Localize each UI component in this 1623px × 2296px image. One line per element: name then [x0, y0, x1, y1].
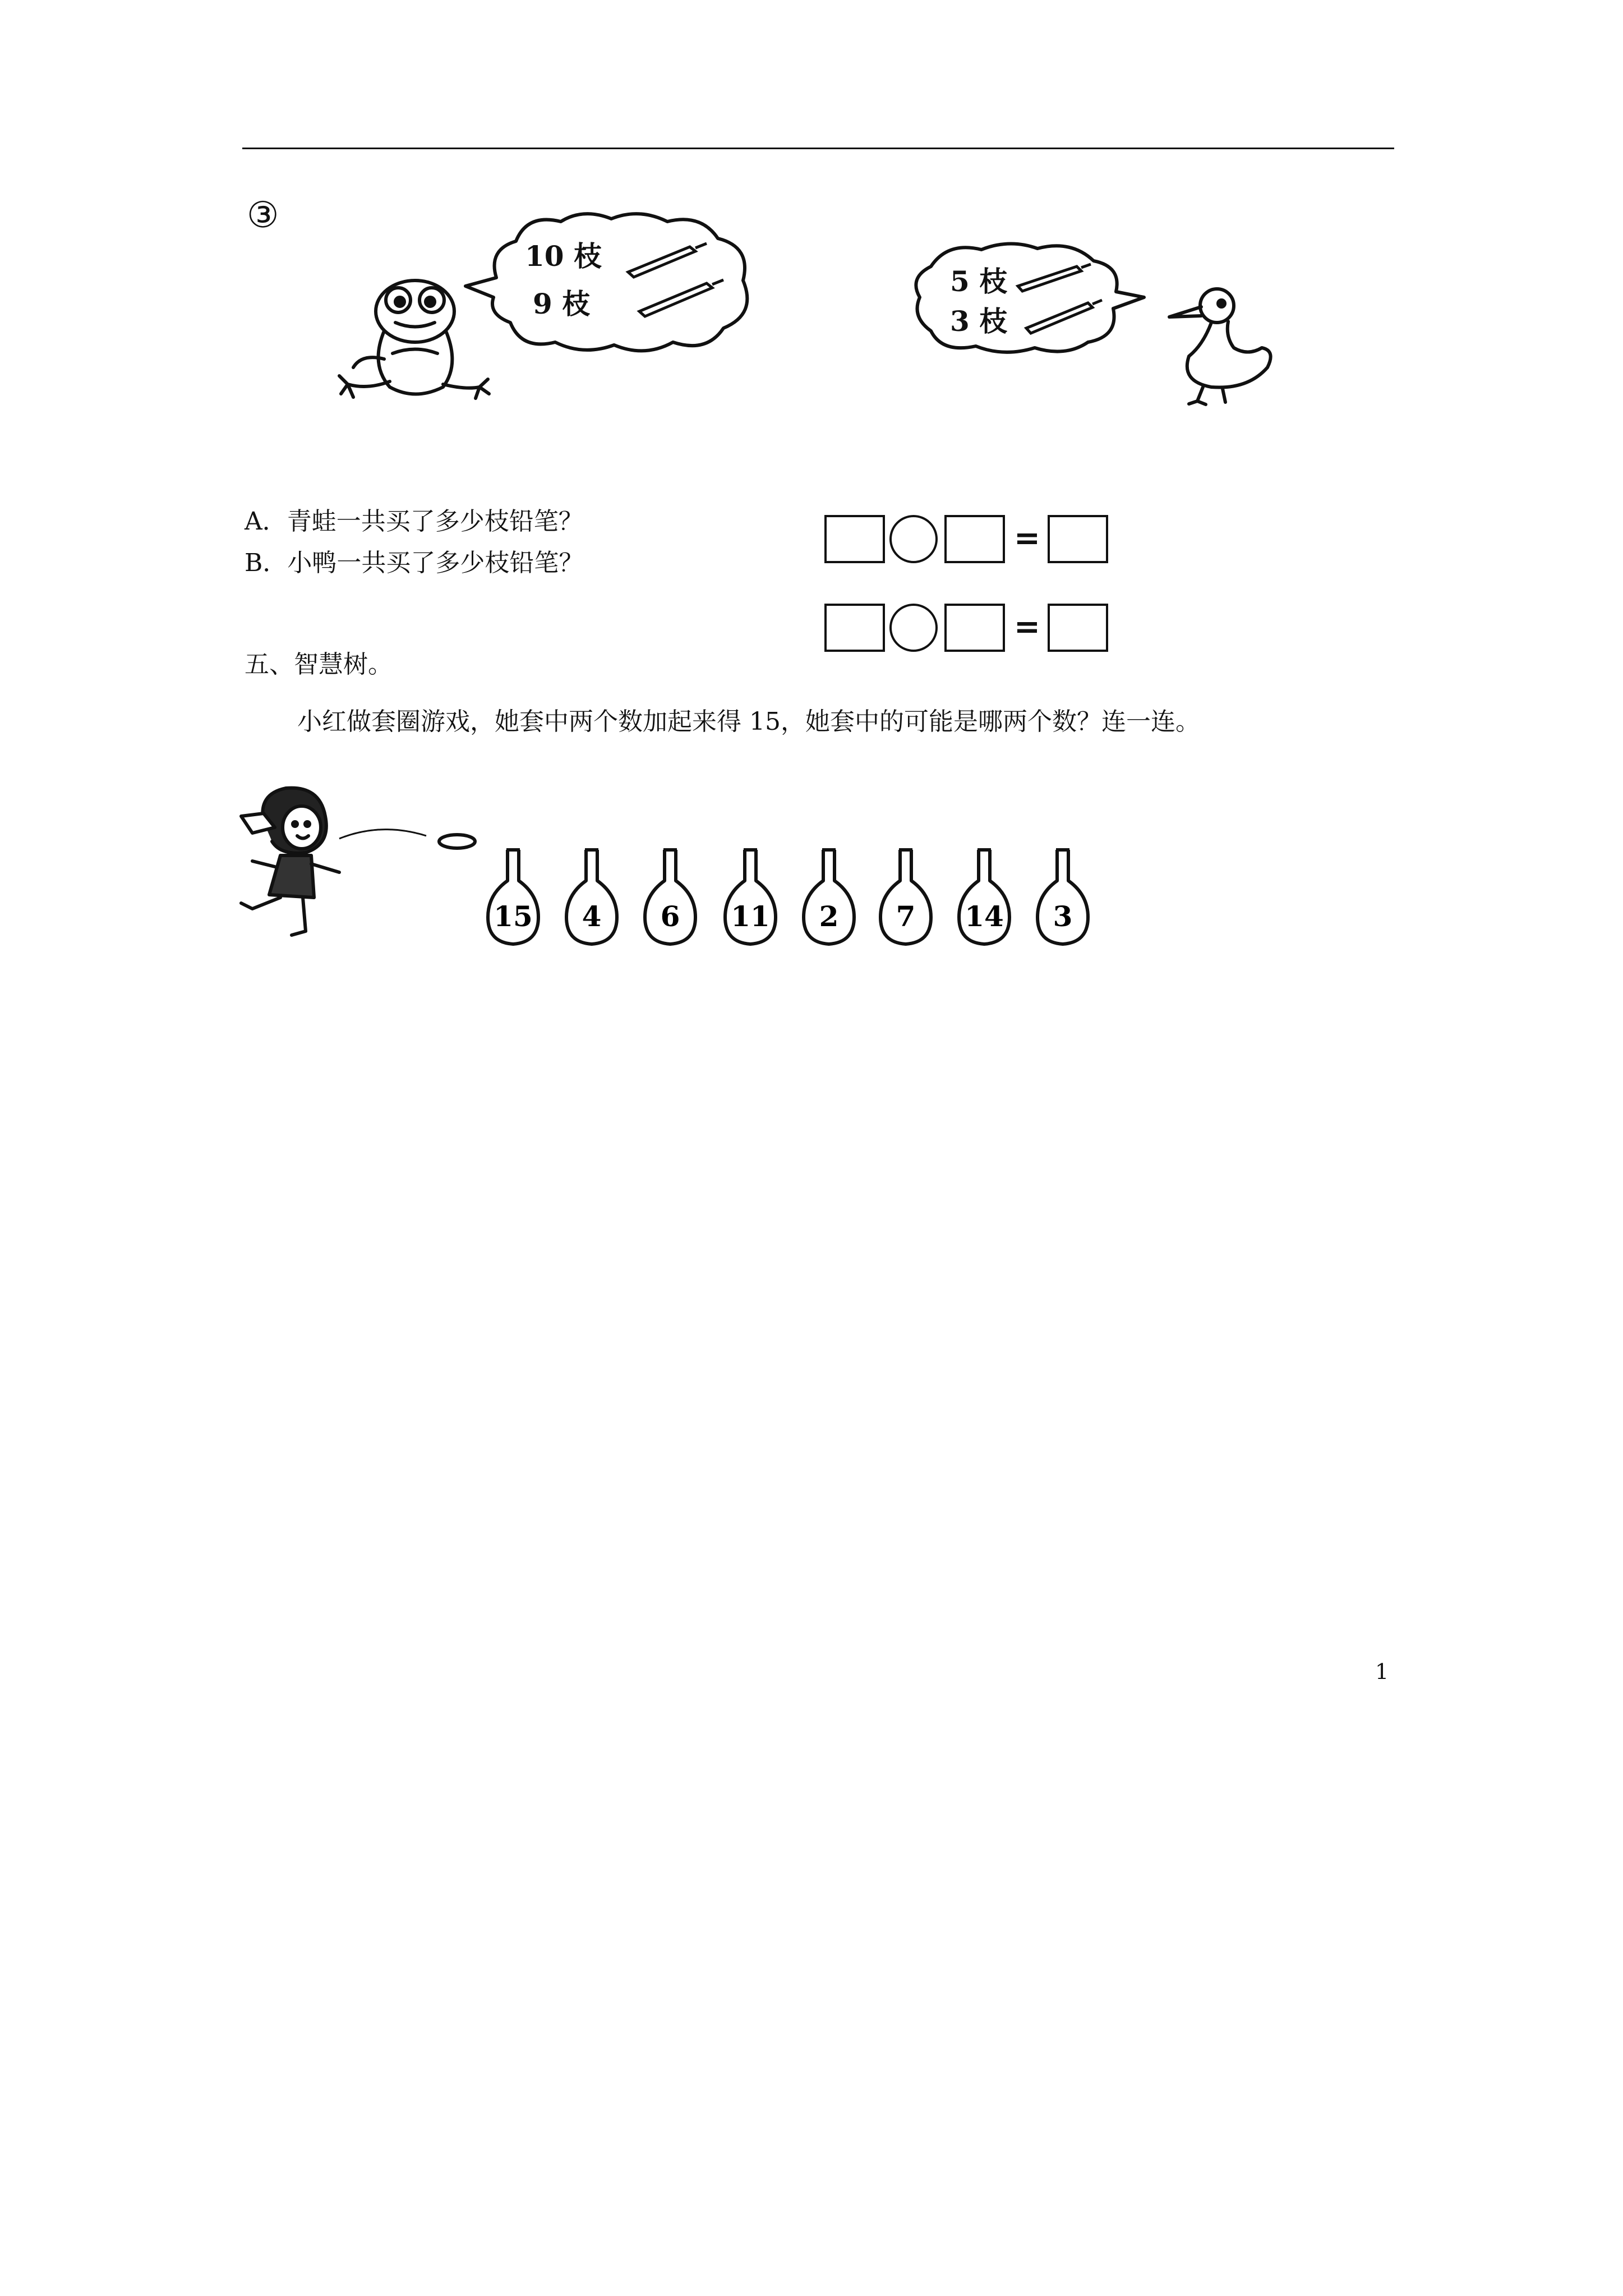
answer-box-a2[interactable] — [944, 515, 1005, 563]
section-heading: 五、智慧树。 — [245, 650, 393, 679]
vase-2[interactable] — [566, 850, 617, 944]
section-prompt: 小红做套圈游戏，她套中两个数加起来得 15，她套中的可能是哪两个数？连一连。 — [297, 707, 1200, 736]
vase-6[interactable] — [880, 850, 931, 944]
frog-speech-bubble — [460, 208, 763, 359]
vase-5[interactable] — [804, 850, 854, 944]
question-a: A．青蛙一共买了多少枝铅笔？ — [245, 507, 583, 536]
header-rule — [242, 148, 1394, 149]
vase-8[interactable] — [1038, 850, 1088, 944]
vase-number: 11 — [731, 900, 770, 933]
vase-1[interactable] — [488, 850, 538, 944]
vase-number: 2 — [819, 900, 839, 933]
equals-sign-b: = — [1014, 609, 1040, 645]
problem-number: ③ — [247, 195, 279, 236]
question-b: B．小鸭一共买了多少枝铅笔？ — [245, 549, 584, 577]
duck-speech-bubble — [909, 238, 1150, 359]
equals-sign-a: = — [1014, 520, 1040, 556]
answer-box-a-result[interactable] — [1048, 515, 1108, 563]
answer-box-a1[interactable] — [824, 515, 885, 563]
vase-4[interactable] — [725, 850, 776, 944]
operator-circle-a[interactable] — [889, 515, 938, 563]
vase-7[interactable] — [959, 850, 1009, 944]
frog-bubble-line2: 9 枝 — [533, 287, 591, 320]
vase-number: 4 — [582, 900, 602, 933]
vase-number: 15 — [494, 900, 533, 933]
duck-bubble-line2: 3 枝 — [950, 305, 1008, 338]
duck-illustration — [1150, 283, 1279, 407]
vase-3[interactable] — [645, 850, 695, 944]
vase-number: 6 — [660, 900, 680, 933]
answer-box-b-result[interactable] — [1048, 604, 1108, 652]
frog-bubble-line1: 10 枝 — [525, 240, 602, 273]
vase-number: 14 — [965, 900, 1004, 933]
vase-number: 3 — [1053, 900, 1073, 933]
answer-box-b1[interactable] — [824, 604, 885, 652]
operator-circle-b[interactable] — [889, 604, 938, 652]
vase-number: 7 — [896, 900, 916, 933]
vase-row — [482, 847, 1133, 954]
girl-throwing-ring-illustration — [191, 783, 482, 951]
answer-box-b2[interactable] — [944, 604, 1005, 652]
duck-bubble-line1: 5 枝 — [950, 265, 1008, 298]
page-number: 1 — [1375, 1659, 1389, 1684]
